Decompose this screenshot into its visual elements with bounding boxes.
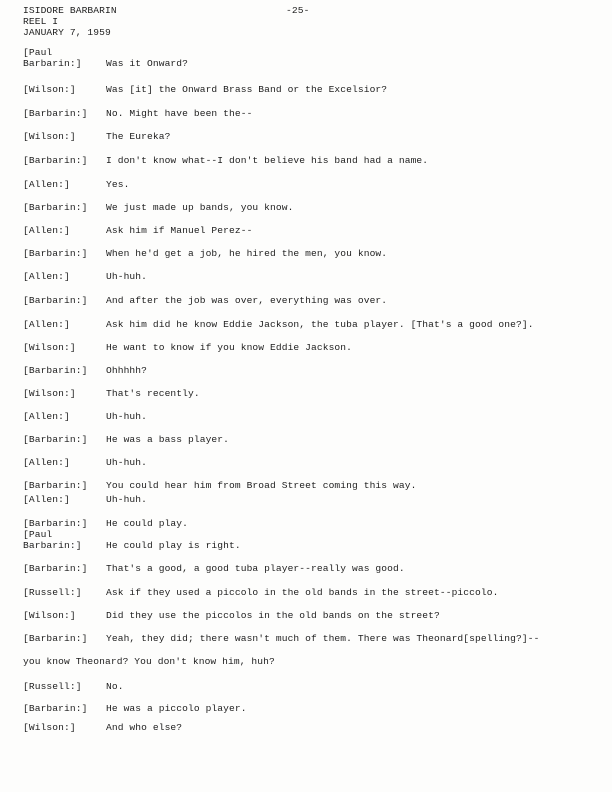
speaker-label: [Allen:] [23, 271, 70, 282]
speaker-label: [Barbarin:] [23, 703, 88, 714]
speaker-label: [Allen:] [23, 179, 70, 190]
utterance: You could hear him from Broad Street coming this way. [106, 480, 417, 491]
utterance: He could play is right. [106, 540, 241, 551]
utterance: We just made up bands, you know. [106, 202, 294, 213]
speaker-label: [Barbarin:] [23, 518, 88, 529]
speaker-label [23, 47, 82, 69]
speaker-label: [Allen:] [23, 457, 70, 468]
utterance: He could play. [106, 518, 189, 529]
utterance: No. [106, 681, 124, 692]
utterance: I don't know what--I don't believe his band had a name. [106, 155, 429, 166]
utterance: The Eureka? [106, 131, 171, 142]
speaker-label: [Wilson:] [23, 610, 76, 621]
utterance: Ask him if Manuel Perez-- [106, 225, 253, 236]
utterance: And who else? [106, 722, 183, 733]
interview-date: JANUARY 7, 1959 [23, 27, 111, 38]
utterance: That's a good, a good tuba player--really was good. [106, 563, 405, 574]
utterance: That's recently. [106, 388, 200, 399]
utterance: Ask if they used a piccolo in the old bands in the street--piccolo. [106, 587, 499, 598]
speaker-label: [Wilson:] [23, 131, 76, 142]
utterance-continuation: you know Theonard? You don't know him, huh? [23, 656, 275, 667]
speaker-label: [Wilson:] [23, 342, 76, 353]
speaker-label: [Russell:] [23, 587, 82, 598]
speaker-label: [Wilson:] [23, 388, 76, 399]
utterance: Yeah, they did; there wasn't much of them. There was Theonard[spelling?]-- [106, 633, 540, 644]
utterance: And after the job was over, everything was over. [106, 295, 388, 306]
utterance: Uh-huh. [106, 271, 148, 282]
utterance: Was it Onward? [106, 58, 189, 69]
speaker-label: [Allen:] [23, 225, 70, 236]
utterance: He was a piccolo player. [106, 703, 247, 714]
speaker-label: [Barbarin:] [23, 108, 88, 119]
utterance: Uh-huh. [106, 411, 148, 422]
reel-label: REEL I [23, 16, 59, 27]
utterance: Ohhhhh? [106, 365, 148, 376]
speaker-label: [Wilson:] [23, 722, 76, 733]
utterance: Uh-huh. [106, 457, 148, 468]
utterance: Ask him did he know Eddie Jackson, the tuba player. [That's a good one?]. [106, 319, 534, 330]
speaker-label: [Barbarin:] [23, 202, 88, 213]
speaker-label: [Barbarin:] [23, 365, 88, 376]
interviewee-name: ISIDORE BARBARIN [23, 5, 117, 16]
speaker-label: [Barbarin:] [23, 633, 88, 644]
utterance: Uh-huh. [106, 494, 148, 505]
speaker-label: [Allen:] [23, 411, 70, 422]
speaker-label: [Barbarin:] [23, 563, 88, 574]
speaker-label-text: [Paul Barbarin:] [23, 529, 82, 551]
utterance: Did they use the piccolos in the old bands on the street? [106, 610, 440, 621]
utterance: He was a bass player. [106, 434, 230, 445]
utterance: He want to know if you know Eddie Jackson. [106, 342, 353, 353]
utterance: Was [it] the Onward Brass Band or the Excelsior? [106, 84, 388, 95]
speaker-label: [Barbarin:] [23, 295, 88, 306]
utterance: No. Might have been the-- [106, 108, 253, 119]
page-number: -25- [286, 5, 310, 16]
speaker-label: [Allen:] [23, 494, 70, 505]
speaker-label: [Barbarin:] [23, 434, 88, 445]
speaker-label: [Barbarin:] [23, 155, 88, 166]
speaker-label-text: [Paul Barbarin:] [23, 47, 82, 69]
speaker-label: [Barbarin:] [23, 248, 88, 259]
utterance: When he'd get a job, he hired the men, you know. [106, 248, 388, 259]
speaker-label: [Wilson:] [23, 84, 76, 95]
speaker-label [23, 529, 82, 551]
utterance: Yes. [106, 179, 130, 190]
speaker-label: [Russell:] [23, 681, 82, 692]
speaker-label: [Allen:] [23, 319, 70, 330]
speaker-label: [Barbarin:] [23, 480, 88, 491]
